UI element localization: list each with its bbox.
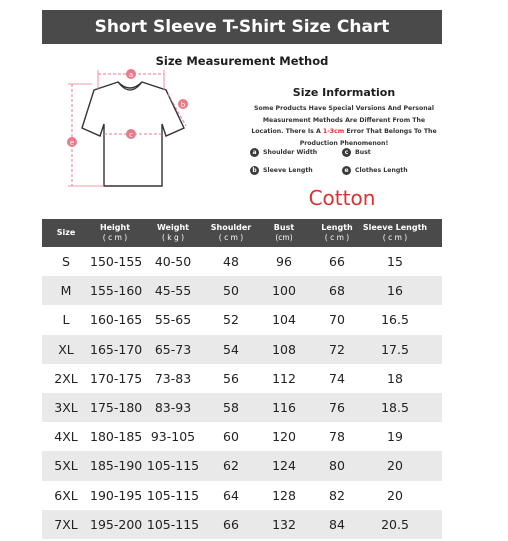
cell-shoulder: 50 [223,283,239,299]
cell-height: 150-155 [90,254,143,269]
header-bust [256,219,312,247]
bust-marker-label: c [129,131,133,139]
cell-shoulder: 58 [223,399,239,415]
cell-size: 5XL [54,458,78,474]
cell-shoulder: 48 [223,254,239,269]
chart-title: Short Sleeve T-Shirt Size Chart [42,10,442,44]
size-info-title: Size Information [292,86,396,99]
cell-height: 195-200 [90,516,143,532]
table-row [42,510,442,539]
cell-length: 70 [329,312,345,328]
cell-sleeve-length: 20 [387,458,403,474]
cell-bust: 124 [272,458,296,474]
table-row [42,305,442,334]
cell-weight: 40-50 [154,254,192,269]
table-row [42,247,442,276]
header-shoulder [206,219,256,247]
cell-height: 190-195 [90,487,143,503]
header-sleeve-length [362,219,428,247]
header-label: Length [321,223,353,232]
cell-sleeve-length: 20.5 [381,516,409,532]
header-label: Shoulder [210,223,252,232]
legend-label: Shoulder Width [263,149,318,156]
header-label: Sleeve Length [362,223,428,232]
cell-sleeve-length: 18.5 [381,399,409,415]
cell-length: 68 [329,283,345,299]
header-unit: ( c m ) [218,233,244,242]
cell-size: 2XL [54,370,78,386]
header-label: Height [99,223,131,232]
legend-marker: e [342,166,351,175]
measurement-method-heading: Size Measurement Method [155,54,329,68]
cell-size: M [60,283,72,299]
size-chart-sheet [42,0,442,541]
cell-weight: 105-115 [146,516,200,532]
cell-length: 76 [329,399,345,415]
cell-sleeve-length: 16 [387,283,403,299]
header-unit: ( c m ) [324,233,350,242]
header-label: Size [56,228,76,237]
size-info-note-tail: Error That Belongs To The Production Phenomenon! [299,128,437,147]
cell-length: 72 [329,341,345,357]
cell-height: 185-190 [90,458,143,474]
length-marker-label: e [69,139,75,147]
cell-height: 160-165 [90,312,143,328]
cell-sleeve-length: 17.5 [381,341,409,357]
cell-size: 7XL [54,516,78,532]
cell-length: 82 [329,487,345,503]
cell-height: 155-160 [90,283,143,299]
legend-label: Sleeve Length [263,167,313,174]
header-unit: ( c m ) [102,233,128,242]
material-label: Cotton [308,186,376,210]
table-body [42,247,442,539]
cell-height: 170-175 [90,370,143,386]
cell-bust: 104 [272,312,296,328]
cell-height: 165-170 [90,341,143,357]
cell-sleeve-length: 19 [387,429,403,445]
size-info-note-text: Some Products Have Special Versions And Personal Measurement Methods Are Different From The Location. There Is A [251,105,434,135]
header-unit: ( c m ) [382,233,408,242]
size-info-note [248,103,440,149]
header-size [42,219,90,247]
legend-marker: c [342,148,351,157]
header-unit: ( k g ) [161,233,185,242]
shoulder-marker-label: a [128,71,134,79]
table-row [42,335,442,364]
table-row [42,422,442,451]
size-table [42,219,442,539]
cell-bust: 112 [272,370,296,386]
legend-item-bust [342,148,371,157]
cell-shoulder: 56 [223,370,239,386]
legend-item-length [342,166,408,175]
cell-size: 4XL [54,429,78,445]
header-height [90,219,140,247]
cell-length: 84 [329,516,345,532]
cell-shoulder: 60 [223,429,239,445]
cell-shoulder: 54 [223,341,239,357]
cell-weight: 83-93 [154,399,192,415]
cell-weight: 93-105 [150,429,196,445]
cell-size: 6XL [54,487,78,503]
cell-shoulder: 52 [223,312,239,328]
cell-size: S [62,254,70,269]
cell-weight: 55-65 [154,312,192,328]
table-header [42,219,442,247]
legend-label: Clothes Length [355,167,408,174]
cell-shoulder: 64 [223,487,239,503]
legend-item-shoulder [250,148,317,157]
header-label: Bust [273,223,295,232]
cell-bust: 96 [276,254,292,269]
cell-length: 78 [329,429,345,445]
cell-bust: 128 [272,487,296,503]
cell-size: XL [58,341,74,357]
cell-sleeve-length: 18 [387,370,403,386]
cell-weight: 105-115 [146,487,200,503]
legend-label: Bust [355,149,371,156]
cell-weight: 105-115 [146,458,200,474]
table-row [42,276,442,305]
cell-height: 175-180 [90,399,143,415]
legend-marker: b [250,166,259,175]
cell-size: L [62,312,70,328]
legend-marker: a [250,148,259,157]
cell-bust: 120 [272,429,296,445]
cell-weight: 45-55 [154,283,192,299]
table-row [42,451,442,480]
header-weight [140,219,206,247]
cell-weight: 65-73 [154,341,192,357]
sleeve-marker-label: b [180,101,186,109]
cell-shoulder: 62 [223,458,239,474]
header-label: Weight [157,223,189,232]
cell-height: 180-185 [90,429,143,445]
cell-bust: 100 [272,283,296,299]
header-unit: (cm) [275,233,293,242]
cell-bust: 108 [272,341,296,357]
cell-bust: 132 [272,516,296,532]
table-row [42,364,442,393]
cell-weight: 73-83 [154,370,192,386]
table-row [42,481,442,510]
tshirt-diagram [42,68,242,198]
header-length [312,219,362,247]
cell-shoulder: 66 [223,516,239,532]
cell-size: 3XL [54,399,78,415]
error-range-highlight: 1-3cm [322,128,345,135]
cell-sleeve-length: 16.5 [381,312,409,328]
cell-bust: 116 [272,399,296,415]
cell-length: 80 [329,458,345,474]
cell-sleeve-length: 15 [387,254,403,269]
legend-item-sleeve [250,166,313,175]
cell-sleeve-length: 20 [387,487,403,503]
table-row [42,393,442,422]
size-info-block [248,86,440,149]
cell-length: 74 [329,370,345,386]
cell-length: 66 [329,254,345,269]
